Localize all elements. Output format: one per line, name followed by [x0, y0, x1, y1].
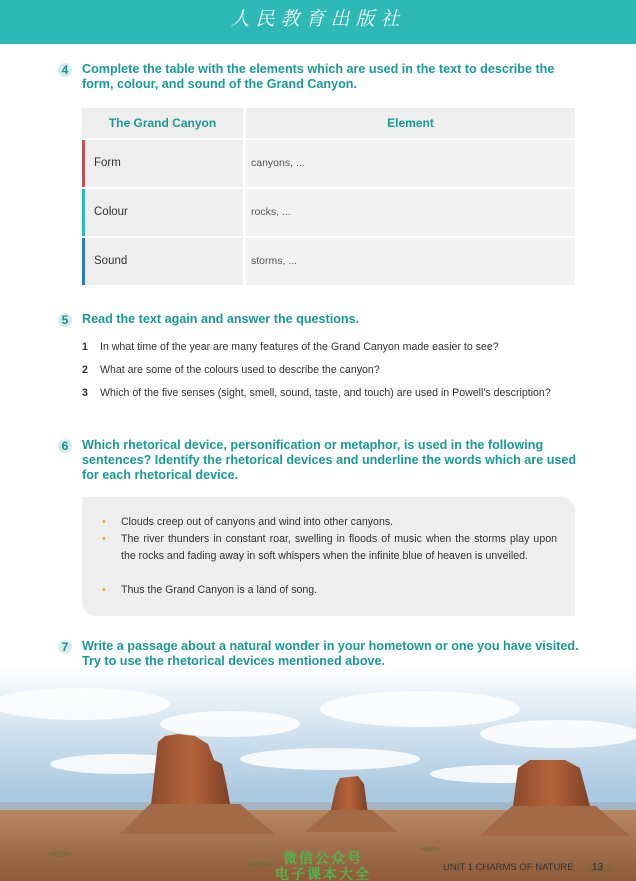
watermark-line-1: 微信公众号	[283, 851, 363, 867]
section-7-number: 7	[58, 640, 72, 654]
page-number: 13	[592, 862, 604, 873]
form-label: Form	[94, 157, 121, 169]
watermark-line-2: 电子课本大全	[275, 867, 371, 881]
bullet-icon: •	[102, 584, 106, 596]
sentence-item	[102, 531, 557, 565]
publisher-logo: 人民教育出版社	[230, 8, 406, 30]
section-5-title: Read the text again and answer the questions.	[82, 312, 360, 326]
table-row-label-sound	[82, 238, 243, 285]
question-text: Which of the five senses (sight, smell, sound, taste, and touch) are used in Powell's description?	[100, 387, 551, 399]
sentence-item	[102, 514, 557, 531]
question-1	[82, 339, 576, 355]
question-text: In what time of the year are many features of the Grand Canyon made easier to see?	[100, 341, 499, 353]
sentence-text: Thus the Grand Canyon is a land of song.	[121, 584, 318, 596]
sentence-text: The river thunders in constant roar, swelling in floods of music when the storms play upon the rocks and fading away in soft whispers when the infinite blue of heaven is unveiled.	[121, 533, 557, 562]
table-cell-colour: rocks, ...	[246, 189, 575, 236]
section-4-title: Complete the table with the elements which are used in the text to describe the form, colour, and sound of the Grand Canyon.	[82, 62, 555, 91]
sound-label: Sound	[94, 255, 128, 267]
question-text: What are some of the colours used to describe the canyon?	[100, 364, 380, 376]
colour-accent-bar	[82, 189, 85, 236]
sentence-text: Clouds creep out of canyons and wind into other canyons.	[121, 516, 394, 528]
section-4-number: 4	[58, 63, 72, 77]
table-cell-form: canyons, ...	[246, 140, 575, 187]
table-row-label-colour	[82, 189, 243, 236]
colour-label: Colour	[94, 206, 128, 218]
bullet-icon: •	[102, 516, 106, 528]
form-accent-bar	[82, 140, 85, 187]
table-cell-sound: storms, ...	[246, 238, 575, 285]
question-2	[82, 362, 576, 378]
bullet-icon: •	[102, 533, 106, 545]
section-6-title: Which rhetorical device, personification or metaphor, is used in the following sentences? Identify the rhetorical devices and underline the words which are used for each rhetorical device.	[82, 438, 577, 482]
question-number: 2	[82, 364, 88, 376]
section-6-number: 6	[58, 439, 72, 453]
sentence-item	[102, 582, 557, 599]
table-row-label-form	[82, 140, 243, 187]
question-number: 1	[82, 341, 88, 353]
section-7-title: Write a passage about a natural wonder in your hometown or one you have visited. Try to use the rhetorical devices mentioned above.	[82, 639, 579, 668]
footer-unit: UNIT 1 CHARMS OF NATURE	[443, 862, 574, 873]
question-number: 3	[82, 387, 88, 399]
sentences-box	[82, 497, 575, 616]
sound-accent-bar	[82, 238, 85, 285]
question-3	[82, 385, 576, 401]
section-5-number: 5	[58, 313, 72, 327]
table-header-element: Element	[246, 108, 575, 138]
table-header-grand-canyon: The Grand Canyon	[82, 108, 243, 138]
